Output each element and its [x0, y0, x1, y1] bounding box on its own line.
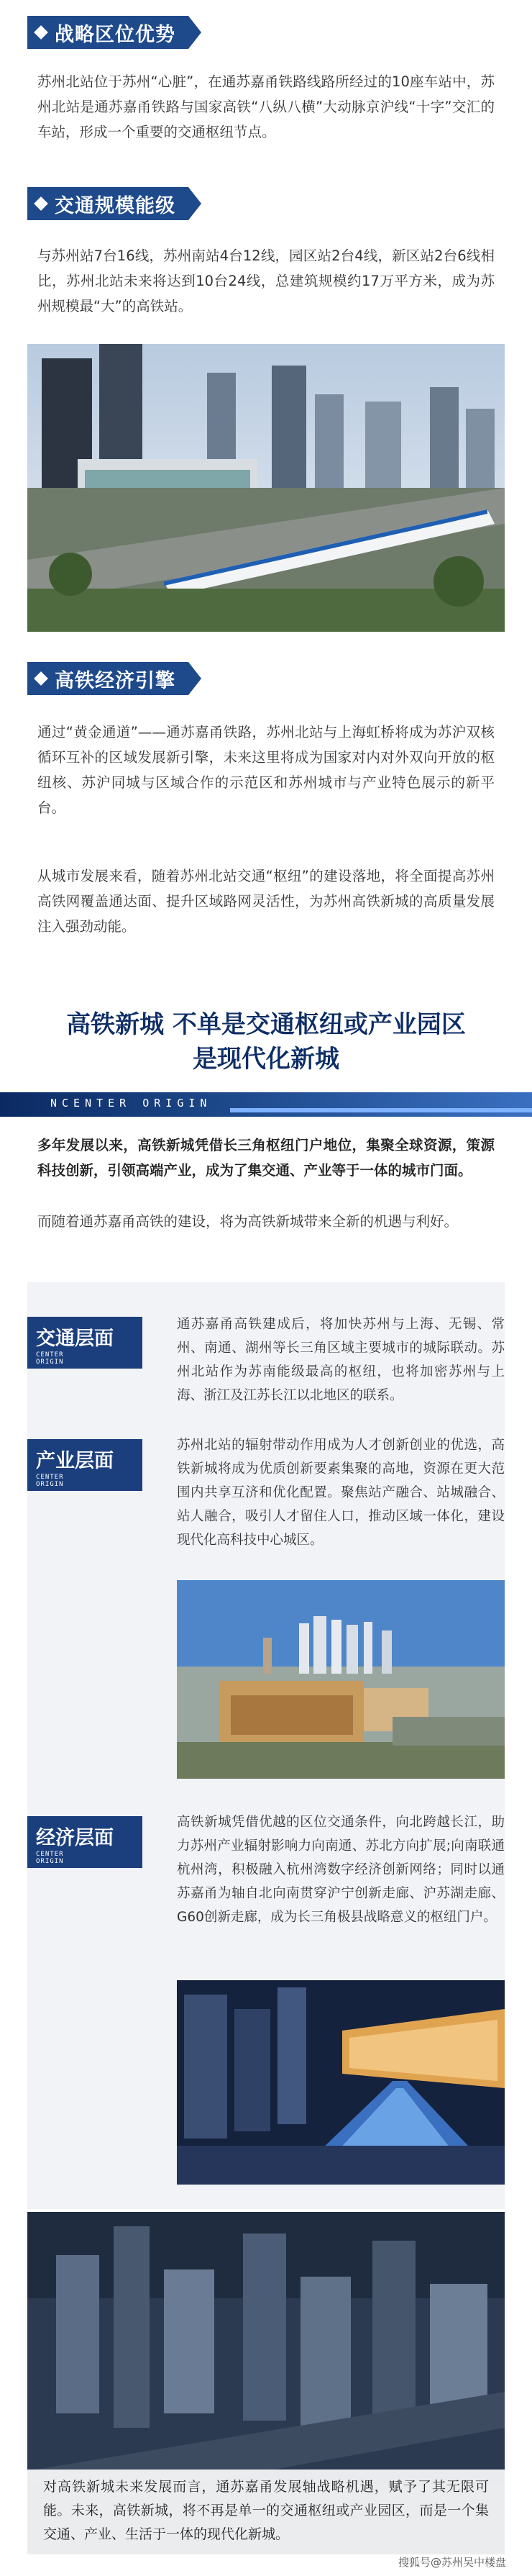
photo-night-event [177, 1980, 505, 2185]
intro-bold-paragraph: 多年发展以来，高铁新城凭借长三角枢纽门户地位，集聚全球资源，策源科技创新，引领高端产业，成为了集交通、产业等于一体的城市门面。 [37, 1137, 495, 1179]
section-header-location [27, 16, 201, 49]
feature-title-line2: 是现代化新城 [193, 1045, 339, 1074]
section-title: 交通规模能级 [55, 194, 175, 217]
section-title: 战略区位优势 [55, 23, 175, 46]
diamond-icon [34, 671, 48, 686]
paragraph-economy-1: 通过“黄金通道”——通苏嘉甬铁路，苏州北站与上海虹桥将成为苏沪双核循环互补的区域发展新引擎，未来这里将成为国家对内对外双向开放的枢纽核、苏沪同城与区域合作的示范区和苏州城市与产业特色展示的新平台。 [37, 724, 495, 816]
paragraph-economy-2: 从城市发展来看，随着苏州北站交通“枢纽”的建设落地，将全面提高苏州高铁网覆盖通达面、提升区域路网灵活性，为苏州高铁新城的高质量发展注入强劲动能。 [37, 868, 495, 935]
section-title: 高铁经济引擎 [55, 669, 175, 692]
transport-text: 通苏嘉甬高铁建成后，将加快苏州与上海、无锡、常州、南通、湖州等长三角区域主要城市的城际联动。苏州北站作为苏南能级最高的枢纽，也将加密苏州与上海、浙江及江苏长江以北地区的联系。 [177, 1317, 505, 1403]
section-header-scale [27, 187, 201, 220]
photo-rail-station [27, 344, 505, 632]
photo-new-city [177, 1580, 505, 1779]
paragraph-location: 苏州北站位于苏州“心脏”，在通苏嘉甬铁路线路所经过的10座车站中，苏州北站是通苏嘉甬铁路与国家高铁“八纵八横”大动脉京沪线“十字”交汇的车站，形成一个重要的交通枢纽节点。 [37, 73, 495, 140]
tag-industry: 产业层面 CENTER ORIGIN [27, 1439, 142, 1491]
industry-text: 苏州北站的辐射带动作用成为人才创新创业的优选，高铁新城将成为优质创新要素集聚的高地，资源在更大范围内共享互济和优化配置。聚焦站产融合、站城融合、站人融合，吸引人才留住人口，推动区域一体化，建设现代化高科技中心城区。 [177, 1438, 505, 1548]
paragraph-scale: 与苏州站7台16线，苏州南站4台12线，园区站2台4线，新区站2台6线相比，苏州北站未来将达到10台24线，总建筑规模约17万平方米，成为苏州规模最“大”的高铁站。 [37, 248, 495, 314]
watermark: 搜狐号@苏州吴中楼盘 [398, 2556, 506, 2569]
diamond-icon [34, 196, 48, 211]
economy-text: 高铁新城凭借优越的区位交通条件，向北跨越长江，助力苏州产业辐射影响力向南通、苏北方向扩展;向南联通杭州湾，积极融入杭州湾数字经济创新网络；同时以通苏嘉甬为轴自北向南贯穿沪宁创新走廊、沪苏湖走廊、G60创新走廊，成为长三角极县战略意义的枢纽门户。 [177, 1815, 505, 1925]
tag-transport: 交通层面 CENTER ORIGIN [27, 1317, 142, 1369]
closing-paragraph: 对高铁新城未来发展而言，通苏嘉甬发展轴战略机遇，赋予了其无限可能。未来，高铁新城，将不再是单一的交通枢纽或产业园区，而是一个集交通、产业、生活于一体的现代化新城。 [43, 2479, 489, 2542]
tag-economy: 经济层面 CENTER ORIGIN [27, 1816, 142, 1868]
intro-paragraph: 而随着通苏嘉甬高铁的建设，将为高铁新城带来全新的机遇与利好。 [37, 1213, 459, 1230]
center-origin-band [0, 1092, 532, 1117]
band-text: NCENTER ORIGIN [50, 1097, 212, 1110]
diamond-icon [34, 25, 48, 40]
feature-title-line1: 高铁新城 不单是交通枢纽或产业园区 [66, 1010, 466, 1039]
section-header-economy [27, 662, 201, 695]
closing-overlay [27, 2470, 505, 2554]
